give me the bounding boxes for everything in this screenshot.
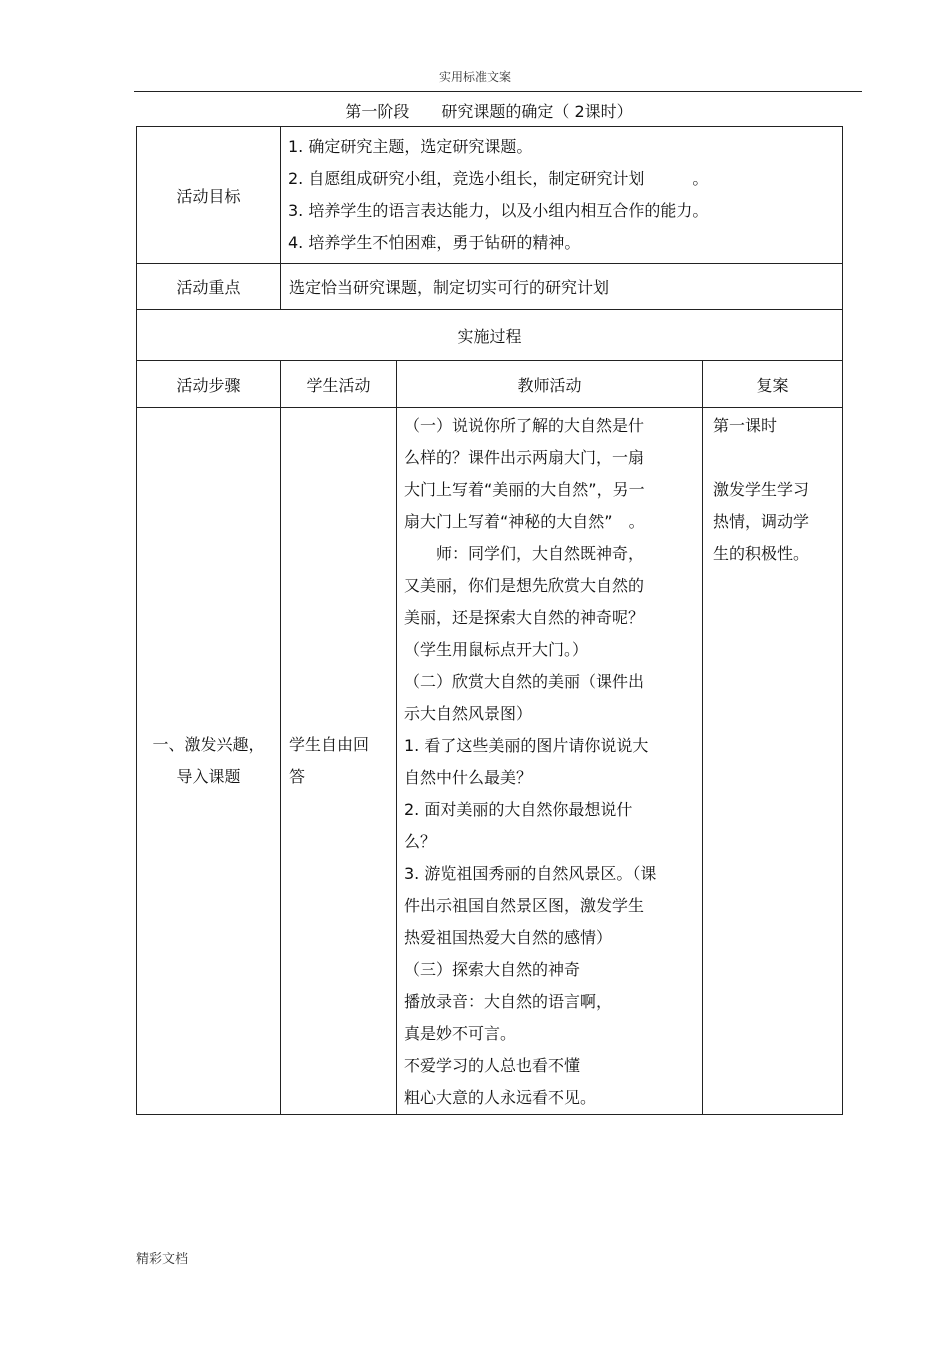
teacher-line: 又美丽，你们是想先欣赏大自然的 bbox=[404, 576, 645, 595]
review-cell bbox=[703, 408, 843, 1115]
teacher-line: 么？ bbox=[404, 832, 437, 851]
teacher-line: 自然中什么最美？ bbox=[404, 768, 533, 787]
step-line: 导入课题 bbox=[176, 767, 241, 786]
teacher-line: 3. 游览祖国秀丽的自然风景区。（课 bbox=[404, 864, 657, 883]
page-header: 实用标准文案 bbox=[438, 70, 511, 84]
header-rule bbox=[134, 91, 862, 92]
teacher-line: （三）探索大自然的神奇 bbox=[404, 960, 581, 979]
goals-label: 活动目标 bbox=[137, 127, 281, 264]
lesson-table bbox=[136, 126, 843, 1115]
review-title: 第一课时 bbox=[713, 416, 778, 435]
goal-item: 3. 培养学生的语言表达能力，以及小组内相互合作的能力。 bbox=[288, 201, 709, 220]
goal-item: 1. 确定研究主题，选定研究课题。 bbox=[288, 137, 533, 156]
review-line: 热情，调动学 bbox=[713, 512, 810, 531]
goal-item: 2. 自愿组成研究小组，竞选小组长，制定研究计划 。 bbox=[288, 169, 709, 188]
step-cell bbox=[137, 408, 281, 1115]
teacher-line: 扇大门上写着“神秘的大自然” 。 bbox=[404, 512, 645, 531]
teacher-line: 粗心大意的人永远看不见。 bbox=[404, 1088, 597, 1107]
student-line: 答 bbox=[289, 767, 306, 786]
student-cell bbox=[281, 408, 397, 1115]
teacher-line: 师：同学们，大自然既神奇， bbox=[436, 544, 645, 563]
step-line: 一、激发兴趣， bbox=[152, 735, 265, 754]
column-header-row bbox=[137, 361, 843, 408]
page-footer: 精彩文档 bbox=[136, 1252, 189, 1267]
teacher-line: 不爱学习的人总也看不懂 bbox=[404, 1056, 581, 1075]
column-header-student: 学生活动 bbox=[281, 361, 397, 408]
teacher-cell bbox=[397, 408, 703, 1115]
review-spacer bbox=[713, 442, 836, 474]
teacher-line: （一）说说你所了解的大自然是什 bbox=[404, 416, 645, 435]
column-header-review: 复案 bbox=[703, 361, 843, 408]
student-line: 学生自由回 bbox=[289, 735, 370, 754]
teacher-line: 2. 面对美丽的大自然你最想说什 bbox=[404, 800, 633, 819]
teacher-line: 示大自然风景图） bbox=[404, 704, 533, 723]
goal-item: 4. 培养学生不怕困难，勇于钻研的精神。 bbox=[288, 233, 581, 252]
column-header-teacher: 教师活动 bbox=[397, 361, 703, 408]
process-title-row bbox=[137, 310, 843, 361]
teacher-line: 么样的？课件出示两扇大门，一扇 bbox=[404, 448, 645, 467]
focus-text: 选定恰当研究课题，制定切实可行的研究计划 bbox=[281, 264, 843, 310]
teacher-line: 大门上写着“美丽的大自然”，另一 bbox=[404, 480, 645, 499]
teacher-line: （学生用鼠标点开大门。） bbox=[404, 640, 589, 659]
section-title: 第一阶段 研究课题的确定（ 2课时） bbox=[345, 102, 633, 121]
teacher-line: 热爱祖国热爱大自然的感情） bbox=[404, 928, 613, 947]
goals-list bbox=[281, 127, 843, 264]
process-title: 实施过程 bbox=[137, 310, 843, 361]
focus-row bbox=[137, 264, 843, 310]
goals-row bbox=[137, 127, 843, 264]
teacher-line: 1. 看了这些美丽的图片请你说说大 bbox=[404, 736, 649, 755]
teacher-line: 件出示祖国自然景区图，激发学生 bbox=[404, 896, 645, 915]
focus-label: 活动重点 bbox=[137, 264, 281, 310]
teacher-line: 美丽，还是探索大自然的神奇呢？ bbox=[404, 608, 645, 627]
review-line: 生的积极性。 bbox=[713, 544, 810, 563]
teacher-line: （二）欣赏大自然的美丽（课件出 bbox=[404, 672, 645, 691]
review-line: 激发学生学习 bbox=[713, 480, 810, 499]
process-row bbox=[137, 408, 843, 1115]
teacher-line: 播放录音：大自然的语言啊， bbox=[404, 992, 613, 1011]
column-header-step: 活动步骤 bbox=[137, 361, 281, 408]
teacher-line: 真是妙不可言。 bbox=[404, 1024, 517, 1043]
